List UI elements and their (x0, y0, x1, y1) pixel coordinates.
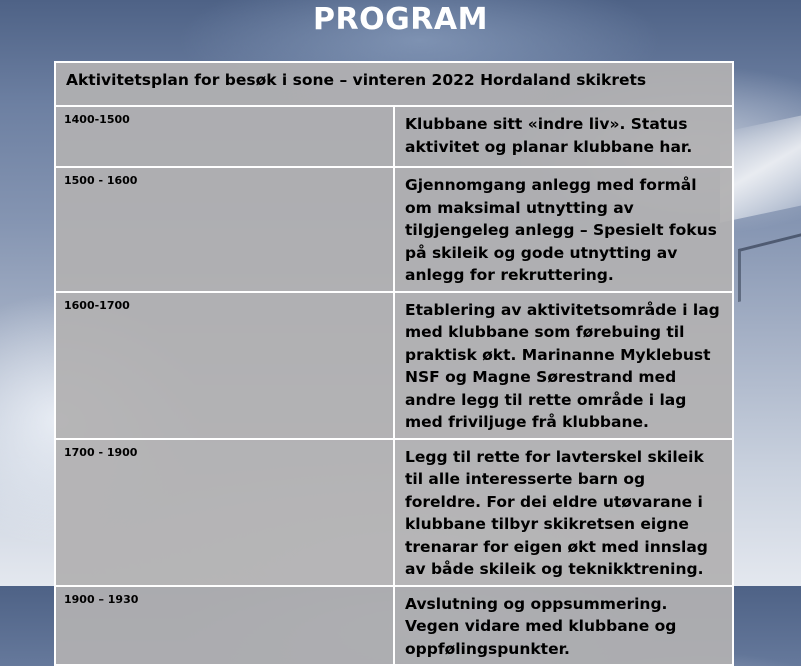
time-cell: 1600-1700 (55, 292, 394, 439)
table-header-row (55, 62, 733, 106)
description-cell: Legg til rette for lavterskel skileik til alle interesserte barn og foreldre. For dei eldre utøvarane i klubbane tilbyr skikretsen eigne trenarar for eigen økt med innslag av både skileik og teknikktrening. (394, 439, 733, 586)
description-cell: Etablering av aktivitetsområde i lag med klubbane som førebuing til praktisk økt. Marinanne Myklebust NSF og Magne Sørestrand med andre legg til rette område i lag med friviljuge frå klubbane. (394, 292, 733, 439)
table-row (55, 167, 733, 292)
description-cell: Gjennomgang anlegg med formål om maksimal utnytting av tilgjengeleg anlegg – Spesielt fokus på skileik og gode utnytting av anlegg for rekruttering. (394, 167, 733, 292)
activity-plan-table (54, 61, 734, 666)
time-cell: 1700 - 1900 (55, 439, 394, 586)
slide-title: PROGRAM (313, 2, 488, 37)
table-header: Aktivitetsplan for besøk i sone – vinteren 2022 Hordaland skikrets (55, 62, 733, 106)
description-cell: Klubbane sitt «indre liv». Status aktivitet og planar klubbane har. (394, 106, 733, 167)
background-ski-lift (738, 231, 801, 302)
time-cell: 1400-1500 (55, 106, 394, 167)
description-cell: Avslutning og oppsummering. Vegen vidare med klubbane og oppfølingspunkter. (394, 586, 733, 666)
table-row (55, 586, 733, 666)
time-cell: 1900 – 1930 (55, 586, 394, 666)
table-row (55, 292, 733, 439)
table-row (55, 106, 733, 167)
time-cell: 1500 - 1600 (55, 167, 394, 292)
table-row (55, 439, 733, 586)
